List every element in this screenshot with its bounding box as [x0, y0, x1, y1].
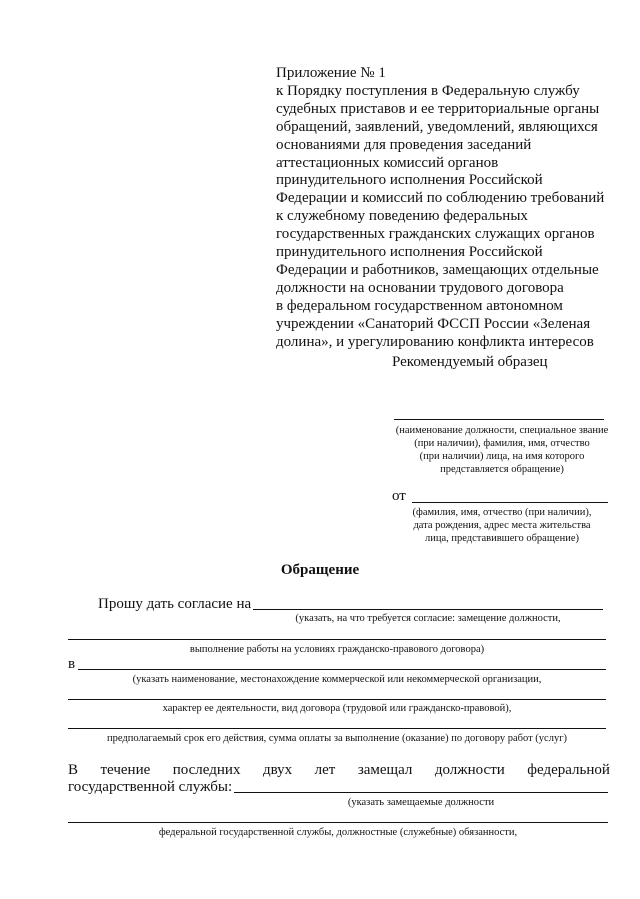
appendix-line: основаниями для проведения заседаний	[276, 136, 532, 153]
hint-line: (фамилия, имя, отчество (при наличии),	[412, 507, 592, 518]
positions-hint: (указать замещаемые должности	[347, 797, 495, 808]
service-line-2: государственной службы:	[68, 779, 233, 795]
service-word: двух	[262, 762, 293, 778]
hint-line: (при наличии), фамилия, имя, отчество	[414, 438, 590, 449]
appendix-title: Приложение № 1	[276, 65, 386, 81]
document-title: Обращение	[280, 562, 360, 578]
hint-line: (наименование должности, специальное звание	[395, 425, 609, 436]
appendix-line: в федеральном государственном автономном	[276, 297, 563, 314]
consent-subject-field-2[interactable]	[68, 639, 606, 640]
appendix-line: судебных приставов и ее территориальные органы	[276, 100, 600, 117]
contract-terms-field[interactable]	[68, 728, 606, 729]
consent-hint: (указать, на что требуется согласие: замещение должности,	[295, 613, 561, 624]
appendix-line: обращений, заявлений, уведомлений, являющихся	[276, 118, 598, 135]
positions-field-2[interactable]	[68, 822, 608, 823]
appendix-line: к Порядку поступления в Федеральную службу	[276, 82, 580, 99]
sender-field[interactable]	[412, 502, 608, 503]
service-word: федеральной	[527, 762, 610, 778]
appendix-block	[276, 65, 626, 352]
appendix-line: к служебному поведению федеральных	[276, 208, 528, 225]
appendix-line: аттестационных комиссий органов	[276, 154, 499, 171]
appendix-line: учреждении «Санаторий ФССП России «Зеленая	[276, 315, 591, 332]
hint-line: представляется обращение)	[440, 464, 564, 475]
organization-hint: (указать наименование, местонахождение коммерческой или некоммерческой организации,	[132, 674, 542, 685]
consent-hint-2: выполнение работы на условиях гражданско-правового договора)	[189, 644, 485, 655]
service-word: последних	[172, 762, 241, 778]
appendix-line: государственных гражданских служащих органов	[276, 226, 595, 243]
consent-subject-field[interactable]	[253, 609, 603, 610]
appendix-line: Федерации и комиссий по соблюдению требований	[276, 190, 605, 207]
hint-line: (при наличии) лица, на имя которого	[419, 451, 585, 462]
appendix-line: долина», и урегулированию конфликта интересов	[276, 333, 594, 350]
organization-hint-2: характер ее деятельности, вид договора (трудовой или гражданско-правовой),	[162, 703, 512, 714]
service-sentence	[68, 762, 610, 779]
contract-terms-hint: предполагаемый срок его действия, сумма оплаты за выполнение (оказание) по договору работ (услуг)	[106, 733, 567, 744]
service-word: замещал	[357, 762, 413, 778]
hint-line: лица, представившего обращение)	[424, 533, 579, 544]
service-word: лет	[314, 762, 336, 778]
hint-line: дата рождения, адрес места жительства	[413, 520, 591, 531]
appendix-line: принудительного исполнения Российской	[276, 172, 543, 189]
appendix-line: Федерации и работников, замещающих отдельные	[276, 261, 599, 278]
appendix-line: принудительного исполнения Российской	[276, 244, 543, 261]
organization-field-2[interactable]	[68, 699, 606, 700]
positions-field[interactable]	[234, 792, 608, 793]
addressee-hint	[384, 424, 620, 476]
service-word: должности	[434, 762, 505, 778]
service-word: течение	[100, 762, 151, 778]
addressee-field[interactable]	[394, 419, 604, 420]
appendix-line: должности на основании трудового договора	[276, 279, 564, 296]
service-word: В	[68, 762, 79, 778]
organization-field[interactable]	[78, 669, 606, 670]
organization-prefix: в	[68, 656, 76, 672]
positions-hint-2: федеральной государственной службы, должностные (служебные) обязанности,	[158, 827, 518, 838]
sender-hint	[384, 506, 620, 545]
recommended-sample-label: Рекомендуемый образец	[392, 354, 548, 370]
request-text: Прошу дать согласие на	[98, 596, 252, 612]
sender-prefix: от	[392, 488, 406, 504]
